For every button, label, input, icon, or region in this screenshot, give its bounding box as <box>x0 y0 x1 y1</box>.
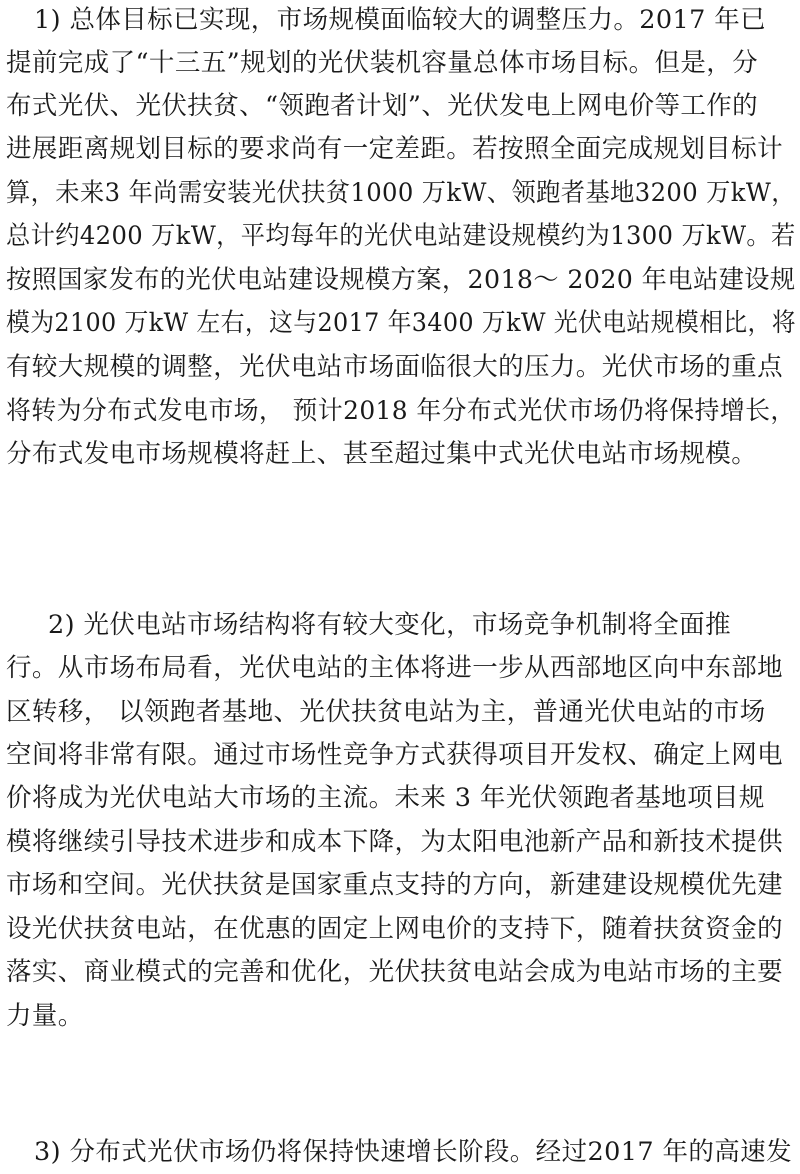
paragraph-line: 分布式发电市场规模将赶上、甚至超过集中式光伏电站市场规模。 <box>6 439 758 469</box>
paragraph-line: 总计约4200 万kW，平均每年的光伏电站建设规模约为1300 万kW。若 <box>6 221 796 251</box>
paragraph-line: 空间将非常有限。通过市场性竞争方式获得项目开发权、确定上网电 <box>6 740 784 770</box>
paragraph-line: 模为2100 万kW 左右，这与2017 年3400 万kW 光伏电站规模相比，将 <box>6 308 796 338</box>
paragraph-line: 区转移， 以领跑者基地、光伏扶贫电站为主，普通光伏电站的市场 <box>6 697 766 727</box>
paragraph-line: 1) 总体目标已实现，市场规模面临较大的调整压力。2017 年已 <box>34 5 767 35</box>
paragraph-line: 价将成为光伏电站大市场的主流。未来 3 年光伏领跑者基地项目规 <box>6 783 765 813</box>
paragraph-line: 设光伏扶贫电站，在优惠的固定上网电价的支持下，随着扶贫资金的 <box>6 914 784 944</box>
paragraph-line: 提前完成了“十三五”规划的光伏装机容量总体市场目标。但是，分 <box>6 48 759 78</box>
paragraph-line: 算，未来3 年尚需安装光伏扶贫1000 万kW、领跑者基地3200 万kW， <box>6 178 796 208</box>
paragraph-line: 行。从市场布局看，光伏电站的主体将进一步从西部地区向中东部地 <box>6 653 784 683</box>
paragraph-line: 按照国家发布的光伏电站建设规模方案，2018～ 2020 年电站建设规 <box>6 265 796 295</box>
paragraph-line: 有较大规模的调整，光伏电站市场面临很大的压力。光伏市场的重点 <box>6 352 784 382</box>
paragraph-line: 将转为分布式发电市场， 预计2018 年分布式光伏市场仍将保持增长， <box>6 396 796 426</box>
paragraph-line: 2) 光伏电站市场结构将有较大变化，市场竞争机制将全面推 <box>48 610 731 640</box>
paragraph-line: 进展距离规划目标的要求尚有一定差距。若按照全面完成规划目标计 <box>6 134 784 164</box>
paragraph-line: 模将继续引导技术进步和成本下降，为太阳电池新产品和新技术提供 <box>6 827 784 857</box>
paragraph-line: 布式光伏、光伏扶贫、“领跑者计划”、光伏发电上网电价等工作的 <box>6 91 759 121</box>
paragraph-line: 市场和空间。光伏扶贫是国家重点支持的方向，新建建设规模优先建 <box>6 870 784 900</box>
paragraph-line: 力量。 <box>6 1001 84 1031</box>
paragraph-line: 落实、商业模式的完善和优化，光伏扶贫电站会成为电站市场的主要 <box>6 957 784 987</box>
paragraph-line: 3) 分布式光伏市场仍将保持快速增长阶段。经过2017 年的高速发 <box>34 1137 792 1167</box>
